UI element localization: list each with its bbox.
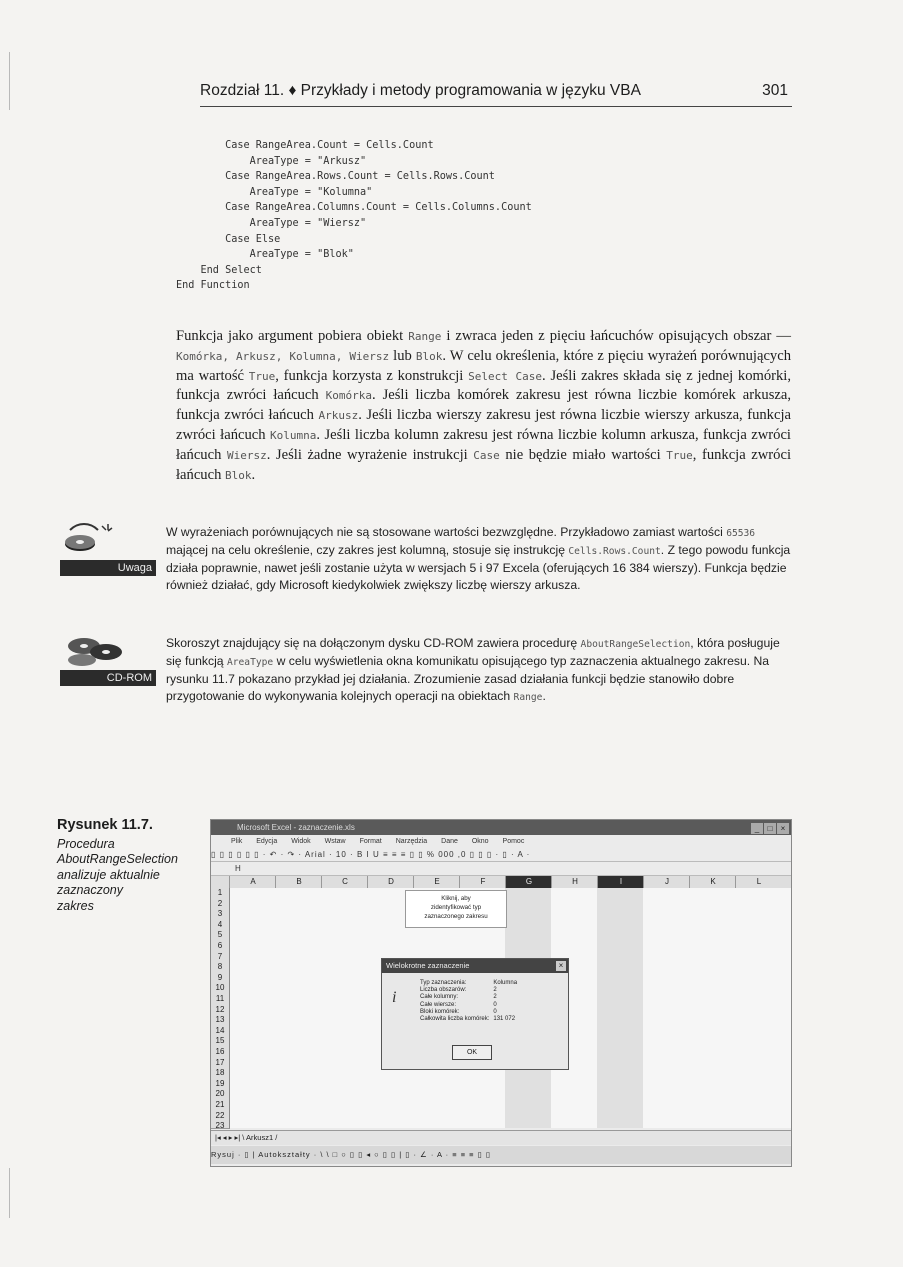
body-paragraph: Funkcja jako argument pobiera obiekt Range i zwraca jeden z pięciu łańcuchów opisujących obszar — Komórka, Arkusz, Kolumna, Wiersz lub Blok. W celu określenia, które z pięciu wyrażeń porównujących ma wartość True, funkcja korzysta z konstrukcji Select Case. Jeśli zakres składa się z jednej komórki, funkcja zwróci łańcuch Komórka. Jeśli liczba komórek zakresu jest równa liczbie komórek arkusza, funkcja zwróci łańcuch Arkusz. Jeśli liczba wierszy zakresu jest równa liczbie wierszy arkusza, funkcja zwróci łańcuch Kolumna. Jeśli liczba kolumn zakresu jest równa liczbie kolumn arkusza, funkcja zwróci łańcuch Wiersz. Jeśli żadne wyrażenie instrukcji Case nie będzie miało wartości True, funkcja zwróci łańcuch Blok. [176, 328, 791, 483]
column-header[interactable]: A [229, 876, 276, 888]
row-header[interactable]: 6 [211, 941, 230, 953]
figure-caption [57, 817, 178, 914]
info-label: Typ zaznaczenia: [420, 980, 467, 986]
row-header[interactable]: 13 [211, 1015, 230, 1027]
row-header[interactable]: 7 [211, 952, 230, 964]
chapter-title: Rozdział 11. ♦ Przykłady i metody programowania w języku VBA [200, 82, 641, 99]
page-edge-line [9, 52, 10, 110]
macro-button[interactable] [405, 890, 507, 928]
row-header[interactable]: 8 [211, 962, 230, 974]
inline-code: Range [513, 691, 543, 703]
name-box[interactable]: H [235, 864, 242, 873]
code-line: AreaType = "Arkusz" [176, 155, 367, 167]
page-number: 301 [762, 82, 788, 99]
inline-code: Case [473, 448, 500, 462]
inline-code: Range [408, 330, 442, 343]
column-header[interactable]: J [643, 876, 690, 888]
inline-code: Blok [225, 468, 252, 482]
excel-screenshot [210, 819, 792, 1167]
dialog-close-icon[interactable]: × [556, 961, 566, 971]
uwaga-note: W wyrażeniach porównujących nie są stosowane wartości bezwzględne. Przykładowo zamiast wartości 65536 mającej na celu określenie, czy zakres jest kolumną, stosuje się instrukcję Cells.Rows.Count. Z tego powodu funkcja działa poprawnie, nawet jeśli zostanie użyta w wersjach 5 i 97 Excela (oferujących 16 384 wierszy). Funkcja będzie również działać, gdy Microsoft kiedykolwiek zwiększy liczbę wierszy arkusza. [166, 525, 791, 592]
inline-code: AboutRangeSelection [580, 639, 691, 650]
row-header[interactable]: 15 [211, 1036, 230, 1048]
window-titlebar [211, 820, 791, 835]
info-value: 131 072 [493, 1016, 516, 1023]
row-header[interactable]: 1 [211, 888, 230, 900]
code-line: Case RangeArea.Rows.Count = Cells.Rows.Count [176, 171, 495, 183]
macro-button-line: zidentyfikować typ [430, 904, 482, 911]
row-header[interactable]: 23 [211, 1121, 230, 1129]
uwaga-badge [60, 520, 156, 578]
maximize-button[interactable]: □ [764, 823, 776, 834]
info-value: 0 [493, 1008, 497, 1015]
column-header[interactable]: F [459, 876, 506, 888]
window-title: Microsoft Excel - zaznaczenie.xls [237, 823, 355, 832]
info-label: Całkowita liczba komórek: [420, 1016, 490, 1023]
formatting-toolbar[interactable]: ▯ ▯ ▯ ▯ ▯ ▯ · ↶ · ↷ · Arial · 10 · B I U ≡ ≡ ≡ ▯ ▯ % 000 ,0 ▯ ▯ ▯ · ▯ · A · [211, 848, 791, 862]
row-header[interactable]: 17 [211, 1058, 230, 1070]
row-header[interactable]: 19 [211, 1079, 230, 1091]
info-value: 2 [493, 994, 497, 1001]
column-header[interactable]: K [689, 876, 736, 888]
menu-item-window[interactable]: Okno [471, 838, 489, 845]
page-edge-line [9, 1168, 10, 1218]
code-line: Case RangeArea.Count = Cells.Count [176, 140, 434, 151]
dialog-title: Wielokrotne zaznaczenie [386, 961, 470, 970]
menu-item-edit[interactable]: Edycja [256, 838, 278, 845]
sheet-tab-bar [211, 1130, 791, 1145]
menu-item-insert[interactable]: Wstaw [324, 838, 346, 845]
inline-code: Wiersz [226, 448, 267, 462]
row-header[interactable]: 10 [211, 983, 230, 995]
info-icon: i [392, 989, 397, 1006]
code-line: AreaType = "Wiersz" [176, 217, 367, 229]
menu-item-help[interactable]: Pomoc [502, 838, 525, 845]
column-header[interactable]: I [597, 876, 644, 888]
figure-description: Procedura AboutRangeSelection analizuje aktualnie zaznaczony zakres [57, 836, 178, 913]
code-line: End Function [176, 280, 250, 292]
column-header[interactable]: C [321, 876, 368, 888]
inline-code: Select Case [468, 369, 543, 383]
info-label: Całe kolumny: [420, 994, 459, 1001]
code-listing [176, 138, 532, 294]
menu-item-data[interactable]: Dane [441, 838, 458, 845]
close-button[interactable]: × [777, 823, 789, 834]
info-label: Całe wiersze: [420, 1001, 457, 1008]
dialog-info-table [420, 980, 521, 1023]
cdrom-note: Skoroszyt znajdujący się na dołączonym dysku CD-ROM zawiera procedurę AboutRangeSelection, która posługuje się funkcją AreaType w celu wyświetlenia okna komunikatu opisującego typ zaznaczenia aktualnego zakresu. Na rysunku 11.7 pokazano przykład jej działania. Zrozumienie zasad działania funkcji będzie stanowiło dobre przygotowanie do wykonywania kolejnych operacji na obiektach Range. [166, 636, 780, 703]
column-header[interactable]: H [551, 876, 598, 888]
macro-button-line: zaznaczonego zakresu [424, 913, 488, 920]
inline-code: 65536 [726, 528, 756, 539]
column-header[interactable]: D [367, 876, 414, 888]
column-header[interactable]: G [505, 876, 552, 888]
info-value: 0 [493, 1001, 497, 1008]
code-line: End Select [176, 264, 262, 276]
code-line: AreaType = "Blok" [176, 249, 354, 261]
row-header[interactable]: 5 [211, 930, 230, 942]
inline-code: True [666, 448, 693, 462]
ok-button[interactable]: OK [452, 1045, 492, 1060]
info-label: Bloki komórek: [420, 1008, 460, 1015]
inline-code: Blok [415, 349, 443, 363]
drawing-toolbar[interactable]: Rysuj · ▯ | Autokształty · \ \ □ ○ ▯ ▯ ◂ ○ ▯ ▯ | ▯ · ∠ · A · ≡ ≡ ≡ ▯ ▯ [211, 1146, 791, 1164]
note-disc-icon [60, 520, 156, 562]
row-header[interactable]: 12 [211, 1005, 230, 1017]
menu-item-format[interactable]: Format [359, 838, 382, 845]
menu-bar [211, 835, 791, 848]
inline-code: Arkusz [318, 409, 359, 423]
info-value: Kolumna [493, 980, 518, 986]
menu-item-tools[interactable]: Narzędzia [395, 838, 428, 845]
code-line: AreaType = "Kolumna" [176, 186, 373, 198]
code-line: Case RangeArea.Columns.Count = Cells.Columns.Count [176, 202, 532, 214]
column-header[interactable]: L [735, 876, 782, 888]
column-header[interactable]: B [275, 876, 322, 888]
inline-code: True [248, 369, 276, 383]
info-value: 2 [493, 987, 497, 994]
menu-item-view[interactable]: Widok [291, 838, 311, 845]
row-header[interactable]: 2 [211, 899, 230, 911]
code-line: Case Else [176, 233, 281, 245]
inline-code: Kolumna [270, 428, 317, 442]
formula-bar [211, 862, 791, 876]
cdrom-icon [60, 630, 156, 672]
inline-code: Komórka, Arkusz, Kolumna, Wiersz [176, 349, 390, 363]
sheet-tab-arkusz1[interactable]: |◂ ◂ ▸ ▸| \ Arkusz1 / [215, 1133, 278, 1142]
row-header[interactable]: 16 [211, 1047, 230, 1059]
inline-code: AreaType [226, 657, 274, 669]
cdrom-badge [60, 630, 156, 688]
row-header[interactable]: 22 [211, 1111, 230, 1123]
message-dialog [381, 958, 569, 1070]
running-header [200, 78, 792, 107]
selected-column-i [597, 888, 643, 1128]
info-label: Liczba obszarów: [420, 987, 467, 994]
menu-item-file[interactable]: Plik [231, 838, 243, 845]
row-header[interactable]: 21 [211, 1100, 230, 1112]
macro-button-line: Kliknij, aby [441, 895, 471, 902]
row-header[interactable]: 4 [211, 920, 230, 932]
cdrom-label: CD-ROM [60, 670, 156, 686]
row-header[interactable]: 20 [211, 1089, 230, 1101]
row-header[interactable]: 9 [211, 973, 230, 985]
inline-code: Cells.Rows.Count [568, 546, 661, 558]
row-header[interactable]: 11 [211, 994, 230, 1006]
uwaga-label: Uwaga [60, 560, 156, 576]
row-header[interactable]: 14 [211, 1026, 230, 1038]
row-header[interactable]: 3 [211, 909, 230, 921]
figure-number: Rysunek 11.7. [57, 817, 153, 833]
column-header[interactable]: E [413, 876, 460, 888]
inline-code: Komórka [325, 389, 372, 403]
row-header[interactable]: 18 [211, 1068, 230, 1080]
minimize-button[interactable]: _ [751, 823, 763, 834]
dialog-titlebar [382, 959, 568, 973]
